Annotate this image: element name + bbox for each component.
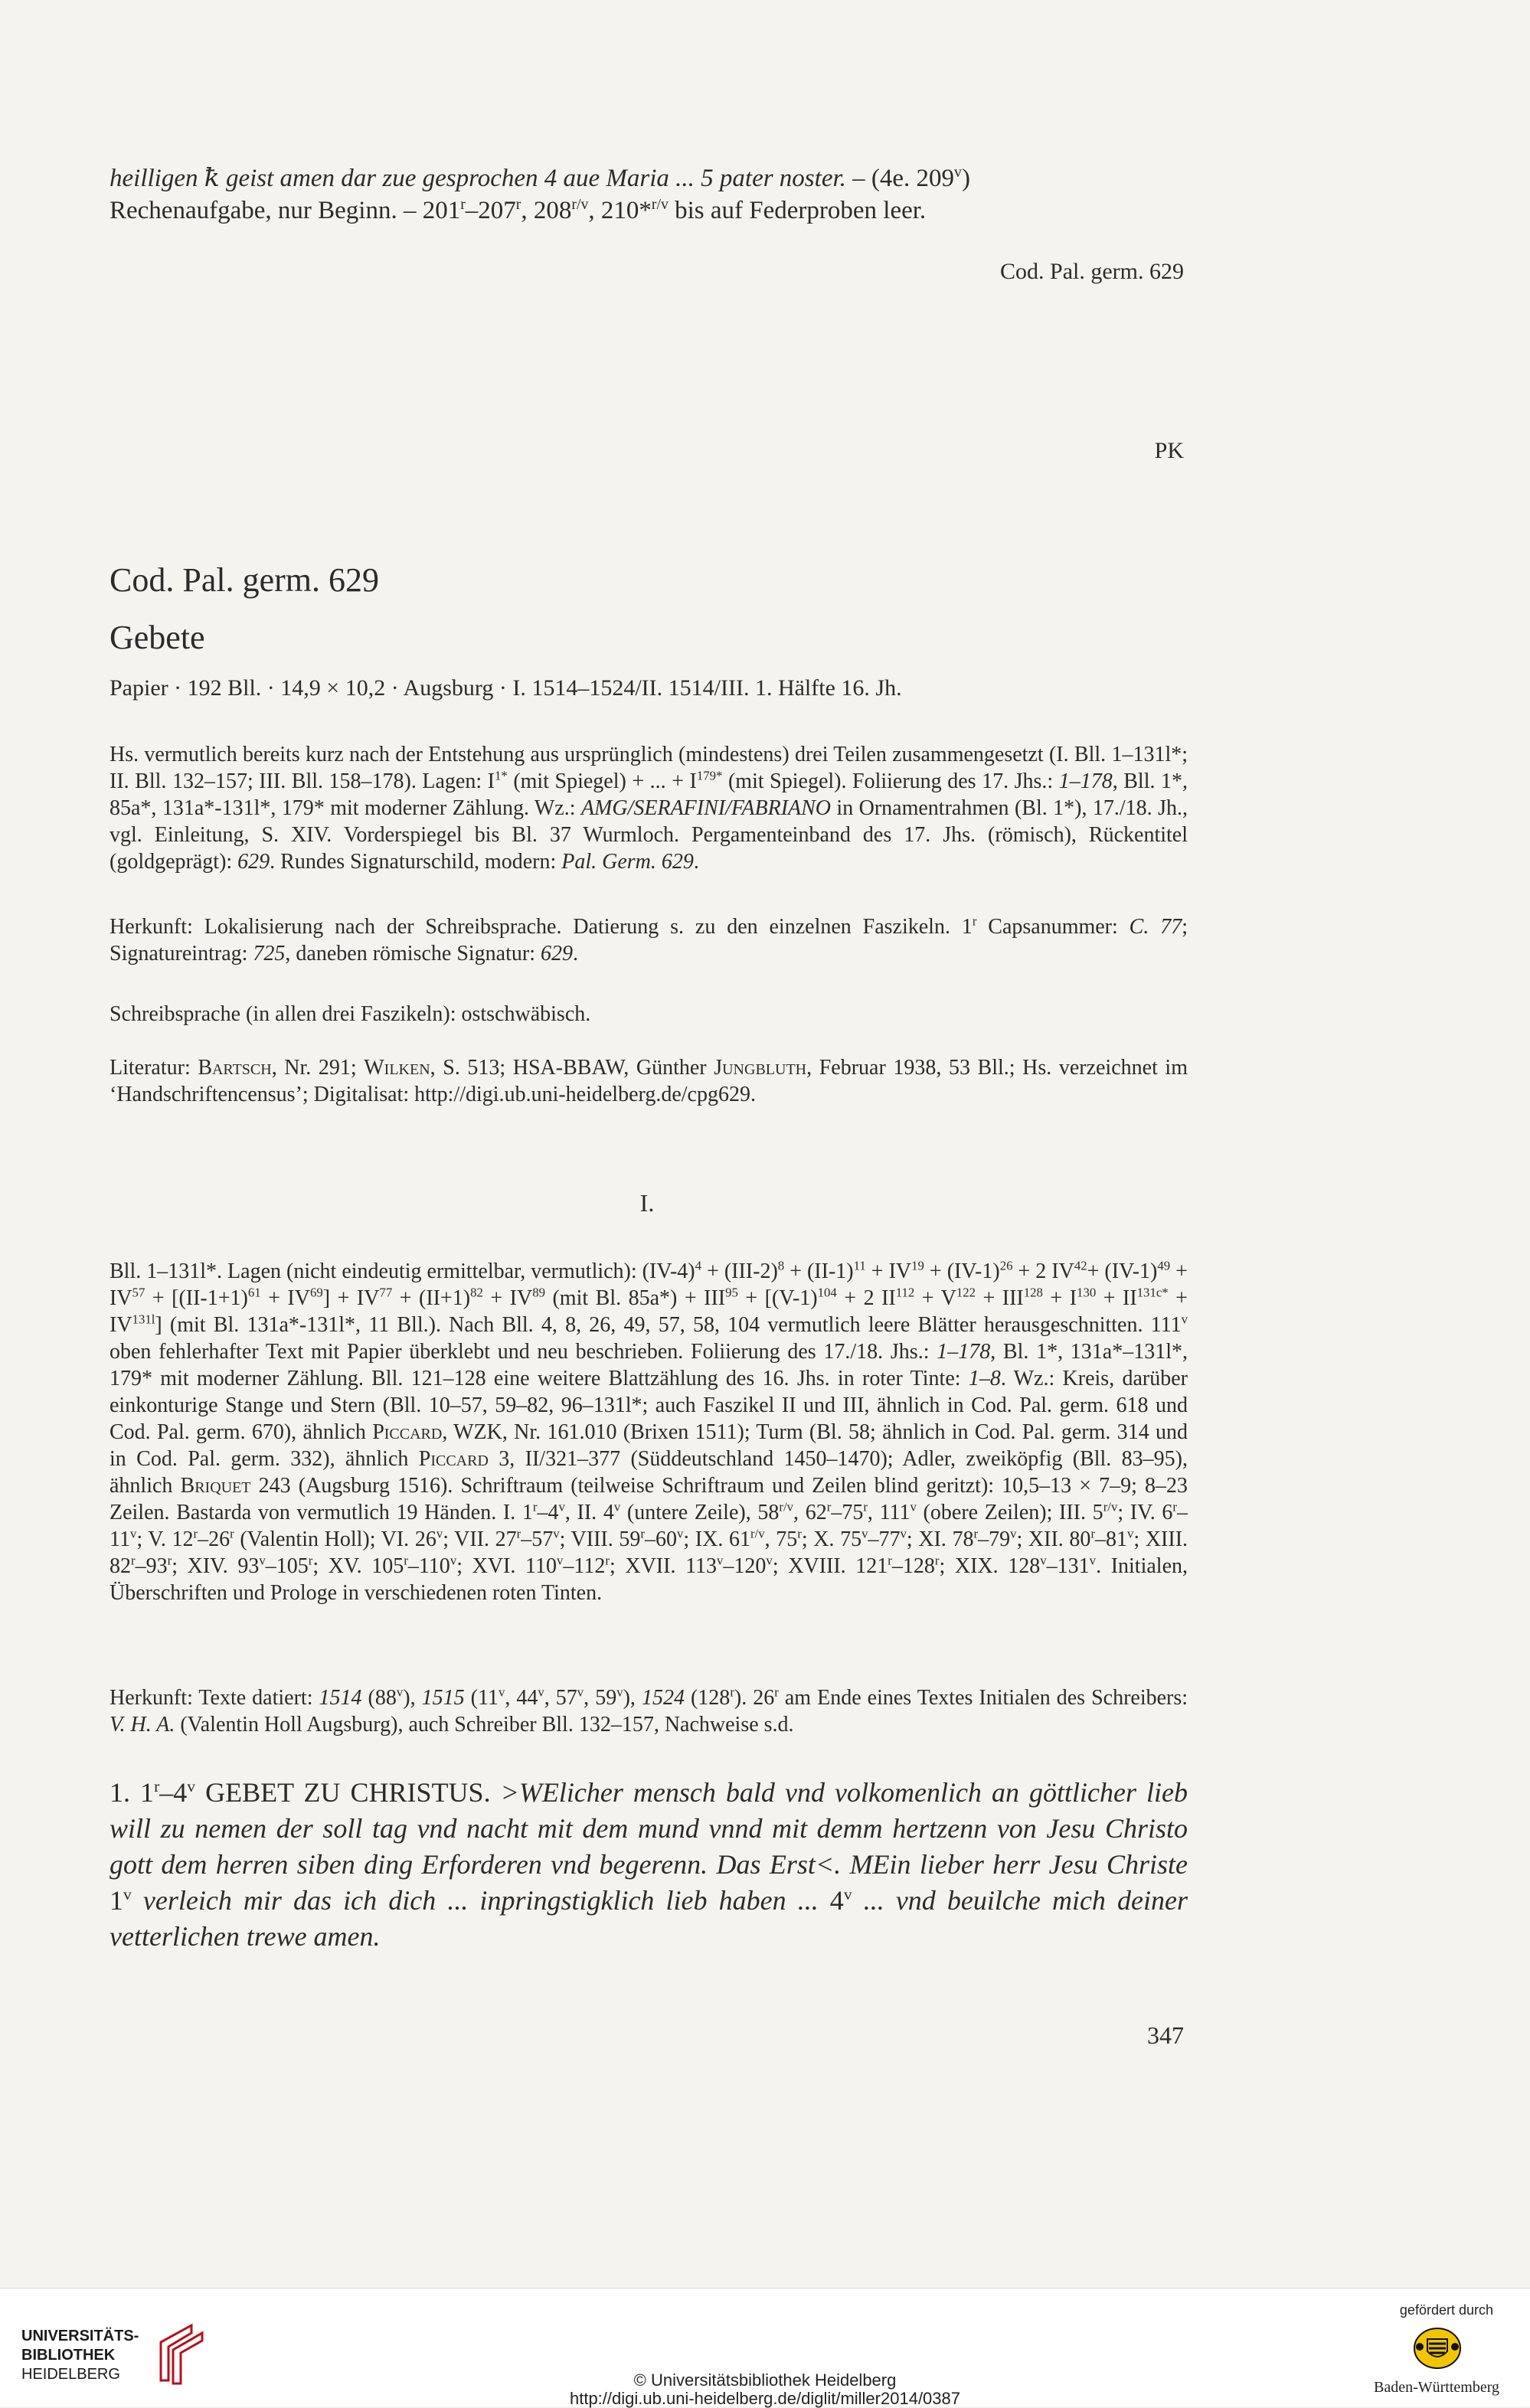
copyright-notice	[0, 2371, 1530, 2408]
ub-logo-line-1: UNIVERSITÄTS-	[21, 2328, 139, 2344]
section-heading: I.	[639, 1189, 655, 1217]
hs-description: Hs. vermutlich bereits kurz nach der Entstehung aus ursprünglich (mindestens) drei Teilen zusammengesetzt (I. Bll. 1–131l*; II. Bll. 132–157; III. Bll. 158–178). Lagen: $I^{1*}$ (mit Spiegel) + ... + $I^{179*}$ (mit Spiegel). Foliierung des 17. Jhs.: 1–178, Bll. 1*, 85a*, 131a*-131l*, 179* mit moderner Zählung. Wz.: AMG/SERAFINI/FABRIANO in Ornamentrahmen (Bl. 1*), 17./18. Jh., vgl. Einleitung, S. XIV. Vorderspiegel bis Bl. 37 Wurmloch. Pergamenteinband des 17. Jhs. (römisch), Rückentitel (goldgeprägt): 629. Rundes Signaturschild, modern: Pal. Germ. 629.	[110, 743, 1188, 874]
footer-bar	[0, 2288, 1530, 2406]
ub-logo-line-2: BIBLIOTHEK	[21, 2347, 116, 2364]
permalink[interactable]: http://digi.ub.uni-heidelberg.de/diglit/miller2014/0387	[569, 2389, 960, 2408]
record-subtitle: Gebete	[110, 619, 205, 656]
copyright-text: © Universitätsbibliothek Heidelberg	[633, 2370, 897, 2390]
literatur-paragraph: Literatur: Bartsch, Nr. 291; Wilken, S. 513; HSA-BBAW, Günther Jungbluth, Februar 1938, 53 Bll.; Hs. verzeichnet im ‘Handschriftencensus’; Digitalisat: http://digi.ub.uni-heidelberg.de/cpg629.	[110, 1056, 1188, 1106]
author-signature: PK	[1154, 438, 1184, 463]
state-coat-of-arms-icon	[1411, 2325, 1464, 2371]
record-meta: Papier · 192 Bll. · 14,9 × 10,2 · Augsburg · I. 1514–1524/II. 1514/III. 1. Hälfte 16. Jh.	[110, 675, 902, 701]
intro-line-2: Rechenaufgabe, nur Beginn. – 201$^r$–207$^r$, $208^{r/v}$, 210*$^{r/v}$ bis auf Federproben leer.	[110, 196, 927, 224]
schreibsprache: Schreibsprache (in allen drei Faszikeln): ostschwäbisch.	[110, 1002, 591, 1026]
record-title: Cod. Pal. germ. 629	[110, 561, 379, 599]
funded-by-label: gefördert durch	[1399, 2302, 1493, 2318]
entry-1: 1. 1$^r$–4$^v$ GEBET ZU CHRISTUS. >WElicher mensch bald vnd volkomenlich an göttlicher lieb will zu nemen der soll tag vnd nacht mit dem mund vnnd mit demm hertzenn von Jesu Christo gott dem herren siben ding Erforderen vnd begerenn. Das Erst<. MEin lieber herr Jesu Christe 1$^v$ verleich mir das ich dich ... inpringstigklich lieb haben ... 4$^v$ ... vnd beuilche mich deiner vetterlichen trewe amen.	[110, 1777, 1188, 1952]
intro-line-1: heilligen ꝁ geist amen dar zue gesprochen 4 aue Maria ... 5 pater noster. – (4e. 209$^v$)	[110, 164, 970, 192]
intro-paragraph	[110, 162, 1188, 227]
page-number: 347	[1147, 2021, 1184, 2049]
state-name: Baden-Württemberg	[1373, 2379, 1499, 2396]
ub-logo-line-3: HEIDELBERG	[21, 2366, 120, 2383]
running-head: Cod. Pal. germ. 629	[1000, 259, 1184, 284]
lagen-paragraph: Bll. 1–131l*. Lagen (nicht eindeutig ermittelbar, vermutlich): $(IV-4)^4 + (III-2)^8 + (II-1)^{11} + IV^{19} + (IV-1)^{26} + 2$ $IV^{42}+ (IV-1)^{49} + IV^{57} + [(II-1+1)^{61} + IV^{69}] + IV^{77} + (II+1)^{82} + IV^{89}$ (mit Bl. $85a*) + III^{95} + [(V-1)^{104} + 2$ $II^{112} + V^{122} + III^{128} + I^{130} + II^{131c*} + IV^{131l}$] (mit Bl. 131a*-131l*, 11 Bll.). Nach Bll. 4, 8, 26, 49, 57, 58, 104 vermutlich leere Blätter herausgeschnitten. 111$^v$ oben fehlerhafter Text mit Papier überklebt und neu beschrieben. Foliierung des 17./18. Jhs.: 1–178, Bl. 1*, 131a*–131l*, 179* mit moderner Zählung. Bll. 121–128 eine weitere Blattzählung des 16. Jhs. in roter Tinte: 1–8. Wz.: Kreis, darüber einkonturige Stange und Stern (Bll. 10–57, 59–82, 96–131l*; auch Faszikel II und III, ähnlich in Cod. Pal. germ. 618 und Cod. Pal. germ. 670), ähnlich Piccard, WZK, Nr. 161.010 (Brixen 1511); Turm (Bl. 58; ähnlich in Cod. Pal. germ. 314 und in Cod. Pal. germ. 332), ähnlich Piccard 3, II/321–377 (Süddeutschland 1450–1470); Adler, zweiköpfig (Bll. 83–95), ähnlich Briquet 243 (Augsburg 1516). Schriftraum (teilweise Schriftraum und Zeilen blind geritzt): 10,5–13 × 7–9; 8–23 Zeilen. Bastarda von vermutlich 19 Händen. I. 1$^r$–4$^v$, II. 4$^v$ (untere Zeile), $58^{r/v}$, 62$^r$–75$^r$, 111$^v$ (obere Zeilen); III. $5^{r/v}$; IV. 6$^r$–11$^v$; V. 12$^r$–26$^r$ (Valentin Holl); VI. 26$^v$; VII. 27$^r$–57$^v$; VIII. 59$^r$–60$^v$; IX. $61^{r/v}$, 75$^r$; X. 75$^v$–77$^v$; XI. 78$^r$–79$^v$; XII. 80$^r$–81$^v$; XIII. 82$^r$–93$^r$; XIV. 93$^v$–105$^r$; XV. 105$^r$–110$^v$; XVI. 110$^v$–112$^r$; XVII. 113$^v$–120$^v$; XVIII. 121$^r$–128$^r$; XIX. 128$^v$–131$^v$. Initialen, Überschriften und Prologe in verschiedenen roten Tinten.	[110, 1258, 1188, 1605]
herkunft-paragraph: Herkunft: Lokalisierung nach der Schreibsprache. Datierung s. zu den einzelnen Faszikeln. 1$^r$ Capsanummer: C. 77; Signatureintrag: 725, daneben römische Signatur: 629.	[110, 913, 1188, 965]
herkunft-texts-paragraph: Herkunft: Texte datiert: 1514 (88$^v$), 1515 (11$^v$, 44$^v$, 57$^v$, 59$^v$), 1524 (128$^r$). 26$^r$ am Ende eines Textes Initialen des Schreibers: V. H. A. (Valentin Holl Augsburg), auch Schreiber Bll. 132–157, Nachweise s.d.	[110, 1684, 1188, 1737]
